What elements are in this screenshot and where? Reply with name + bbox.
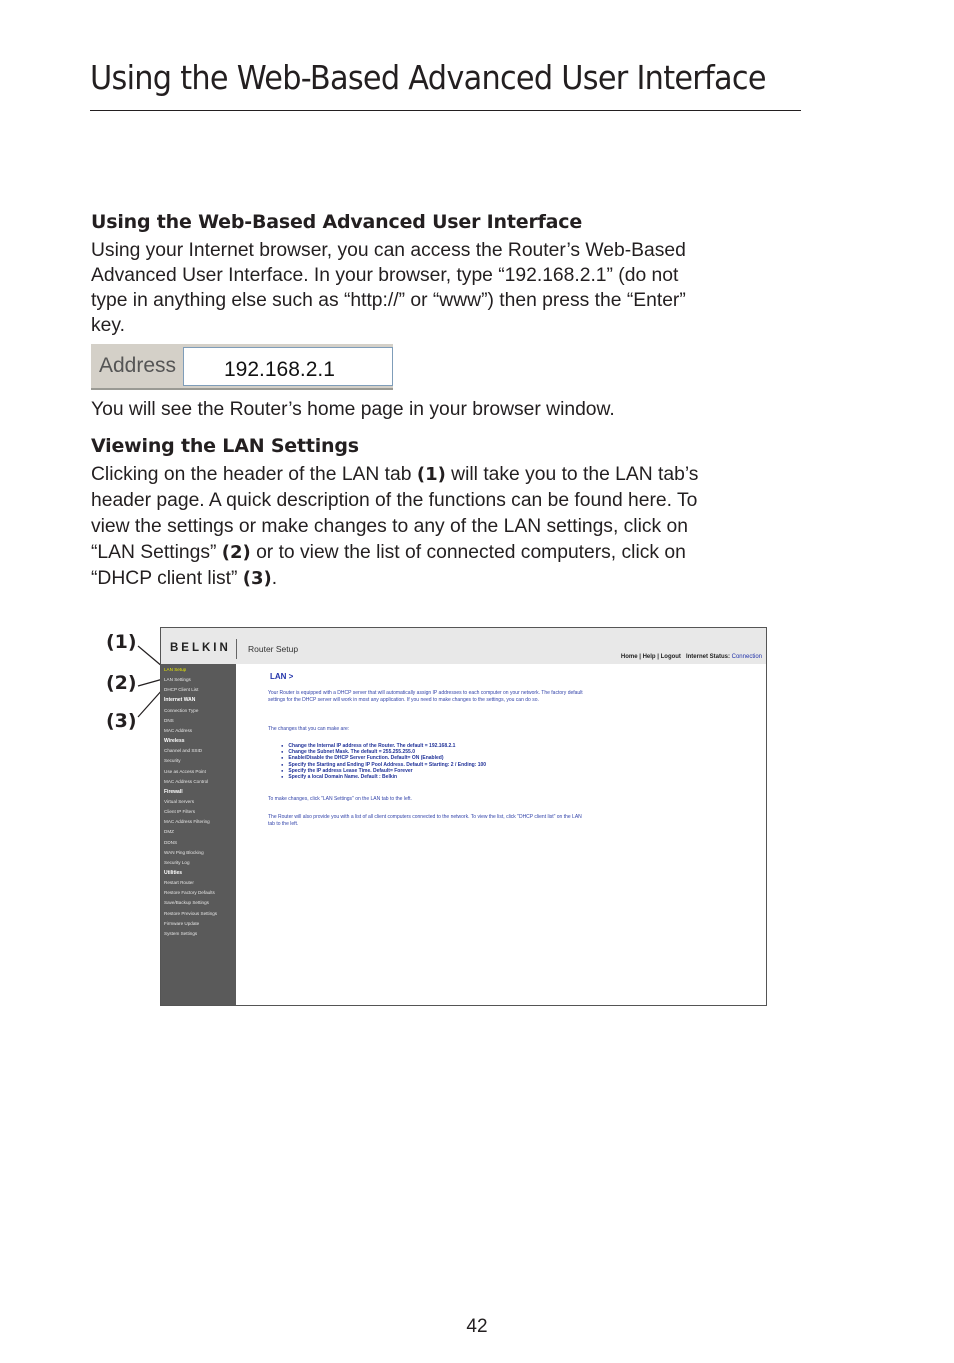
intro-line: Using your Internet browser, you can access the Router’s Web-Based	[91, 240, 686, 261]
sidebar-item[interactable]: DMZ	[164, 829, 174, 835]
top-links: Home | Help | Logout Internet Status: Connection	[620, 654, 762, 660]
sidebar-item[interactable]: Restart Router	[164, 880, 194, 886]
ref-2: (2)	[221, 542, 251, 563]
sidebar-item[interactable]: Internet WAN	[164, 697, 196, 704]
sidebar-item[interactable]: DNS	[164, 717, 174, 723]
belkin-logo: BELKIN	[170, 642, 231, 654]
router-setup-label: Router Setup	[248, 644, 299, 654]
sidebar-item[interactable]: Use as Access Point	[164, 768, 206, 774]
lan-intro: Your Router is equipped with a DHCP server that will automatically assign IP addresses to each computer on your network. The factory default settings for the DHCP server will work in most any application. If you need to make changes to the settings, you can do so.	[268, 690, 583, 703]
logout-link[interactable]: Logout	[660, 654, 681, 660]
changes-label: The changes that you can make are:	[268, 726, 350, 732]
sidebar-item[interactable]: MAC Address Filtering	[164, 819, 210, 825]
to-change-note: To make changes, click "LAN Settings" on the LAN tab to the left.	[268, 796, 412, 802]
sidebar-item[interactable]: Save/Backup Settings	[164, 900, 209, 906]
sidebar-item[interactable]: DDNS	[164, 839, 178, 845]
sidebar-item[interactable]: Channel and SSID	[164, 748, 203, 754]
sidebar-item[interactable]: Firewall	[164, 788, 183, 795]
sidebar-item[interactable]: LAN Setup	[164, 667, 187, 672]
list-item: ● Specify the IP address Lease Time. Default= Forever	[268, 768, 486, 774]
help-link[interactable]: Help	[642, 654, 656, 660]
callout-2: (2)	[106, 672, 137, 694]
sidebar-item[interactable]: Wireless	[164, 738, 185, 745]
router-sidebar	[161, 664, 236, 1006]
internet-status-value: Connection	[731, 654, 762, 660]
sidebar-item[interactable]: Restore Factory Defaults	[164, 890, 215, 896]
intro-line: key.	[91, 315, 125, 336]
address-value: 192.168.2.1	[224, 358, 335, 381]
sidebar-item[interactable]: Security Log	[164, 859, 190, 865]
sidebar-item[interactable]: MAC Address	[164, 727, 193, 733]
callout-1: (1)	[106, 631, 137, 653]
list-item: ● Enable/Disable the DHCP Server Function. Default= ON (Enabled)	[268, 755, 486, 761]
list-item: ● Specify a local Domain Name. Default : Belkin	[268, 774, 486, 780]
ref-1: (1)	[416, 464, 446, 485]
page-title: Using the Web-Based Advanced User Interface	[90, 58, 766, 97]
sidebar-item[interactable]: WAN Ping Blocking	[164, 849, 204, 855]
lan-line: Clicking on the header of the LAN tab (1) will take you to the LAN tab’s	[91, 464, 699, 485]
page-number: 42	[466, 1316, 488, 1337]
intro-line: type in anything else such as “http://” or “www”) then press the “Enter”	[91, 290, 686, 311]
sidebar-item[interactable]: Connection Type	[164, 707, 199, 713]
sidebar-item[interactable]: MAC Address Control	[164, 778, 209, 784]
router-header	[161, 628, 766, 664]
router-screenshot	[160, 627, 767, 1006]
callout-3: (3)	[106, 710, 137, 732]
home-link[interactable]: Home	[620, 654, 638, 660]
lan-title: LAN >	[270, 672, 294, 681]
sidebar-item[interactable]: Restore Previous Settings	[164, 910, 218, 916]
intro-line: Advanced User Interface. In your browser, type “192.168.2.1” (do not	[91, 265, 679, 286]
sidebar-item[interactable]: Virtual Servers	[164, 798, 195, 804]
sidebar-item[interactable]: LAN Settings	[164, 677, 191, 683]
internet-status-label: Internet Status:	[685, 654, 730, 660]
lan-line: view the settings or make changes to any of the LAN settings, click on	[91, 516, 688, 537]
lan-line: “LAN Settings” (2) or to view the list of connected computers, click on	[91, 542, 686, 563]
lan-line: “DHCP client list” (3).	[91, 568, 278, 589]
sidebar-item[interactable]: System Settings	[164, 930, 198, 936]
client-list-note: The Router will also provide you with a list of all client computers connected to the network. To view the list, click "DHCP client list" on the LAN tab to the left.	[268, 814, 582, 827]
sidebar-item[interactable]: DHCP Client List	[164, 687, 199, 693]
sidebar-item[interactable]: Security	[164, 758, 181, 764]
list-item: ● Change the Internal IP address of the Router. The default = 192.168.2.1	[268, 743, 486, 749]
sidebar-item[interactable]: Utilities	[164, 870, 183, 876]
ref-3: (3)	[242, 568, 272, 589]
changes-list	[268, 743, 486, 780]
header-divider	[236, 639, 237, 659]
list-item: ● Change the Subnet Mask. The default = 255.255.255.0	[268, 749, 486, 755]
sidebar-item[interactable]: Client IP Filters	[164, 809, 196, 815]
sidebar-item[interactable]: Firmware Update	[164, 920, 200, 926]
home-page-note: You will see the Router’s home page in your browser window.	[91, 399, 615, 420]
section-heading-lan: Viewing the LAN Settings	[91, 435, 359, 457]
lan-line: header page. A quick description of the functions can be found here. To	[91, 490, 698, 511]
section-heading-web-ui: Using the Web-Based Advanced User Interface	[91, 211, 583, 233]
router-main	[236, 664, 766, 1005]
address-label: Address	[99, 354, 177, 377]
list-item: ● Specify the Starting and Ending IP Pool Address. Default = Starting: 2 / Ending: 100	[268, 762, 486, 768]
